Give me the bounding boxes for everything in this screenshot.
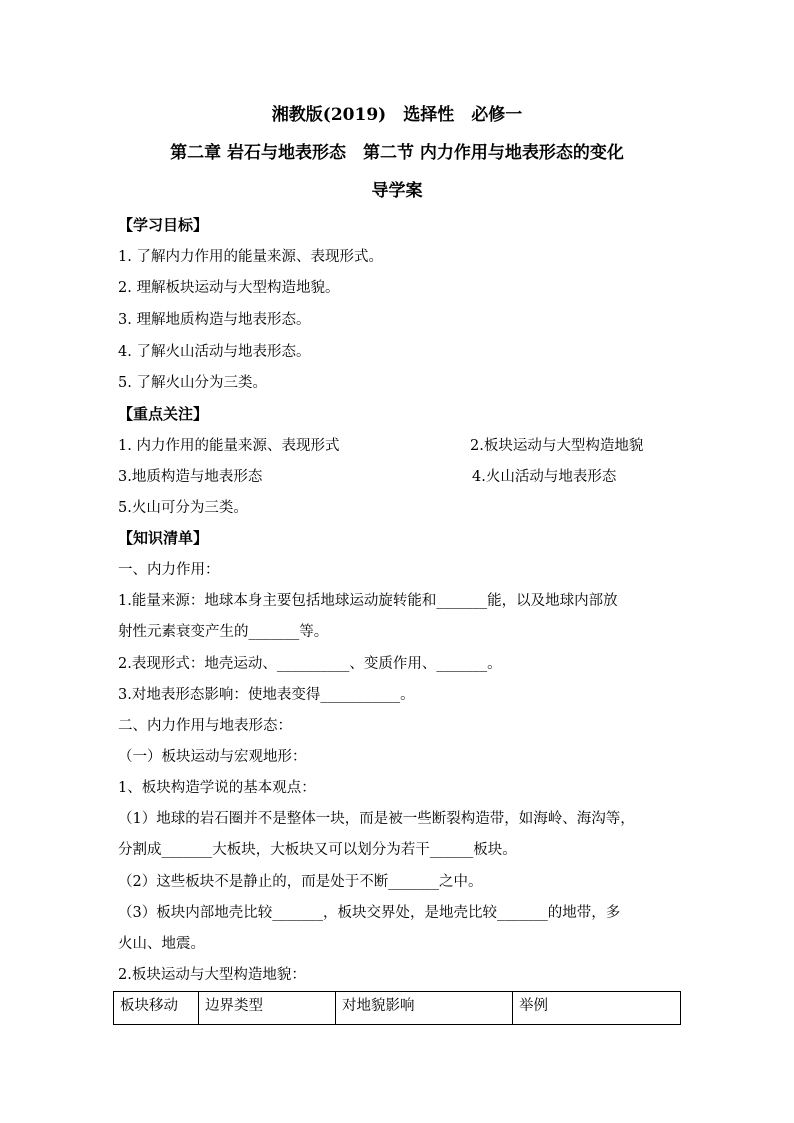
knowledge-line: 2.板块运动与大型构造地貌：: [118, 967, 306, 983]
goals-section-title: 【学习目标】: [118, 216, 209, 234]
knowledge-line: 火山、地震。: [118, 936, 205, 952]
goal-item: 1. 了解内力作用的能量来源、表现形式。: [118, 249, 383, 265]
knowledge-line: 射性元素衰变产生的_______等。: [118, 624, 329, 640]
table-header-cell: 边界类型: [199, 992, 336, 1025]
chapter-heading: 第二章 岩石与地表形态 第二节 内力作用与地表形态的变化: [170, 143, 624, 163]
knowledge-line: （1）地球的岩石圈并不是整体一块，而是被一些断裂构造带，如海岭、海沟等，: [118, 811, 635, 827]
knowledge-line: （2）这些板块不是静止的，而是处于不断_______之中。: [118, 874, 483, 890]
focus-item: 1. 内力作用的能量来源、表现形式: [118, 438, 340, 454]
edition-heading: 湘教版(2019) 选择性 必修一: [271, 105, 523, 125]
knowledge-line: 1、板块构造学说的基本观点：: [118, 780, 316, 796]
goal-item: 2. 理解板块运动与大型构造地貌。: [118, 280, 340, 296]
focus-item: 3.地质构造与地表形态: [118, 469, 263, 485]
knowledge-line: 1.能量来源：地球本身主要包括地球运动旋转能和_______能，以及地球内部放: [118, 593, 618, 609]
goal-item: 5. 了解火山分为三类。: [118, 375, 267, 391]
goal-item: 3. 理解地质构造与地表形态。: [118, 312, 311, 328]
knowledge-line: （3）板块内部地壳比较_______，板块交界处，是地壳比较_______的地带，多: [118, 905, 621, 921]
table-header-row: [114, 992, 681, 1025]
knowledge-line: （一）板块运动与宏观地形：: [118, 749, 307, 765]
focus-item: 5.火山可分为三类。: [118, 500, 248, 516]
table-header-cell: 举例: [513, 992, 681, 1025]
focus-section-title: 【重点关注】: [118, 405, 209, 423]
knowledge-line: 二、内力作用与地表形态：: [118, 718, 292, 734]
focus-item: 2.板块运动与大型构造地貌: [470, 438, 644, 454]
doc-type-heading: 导学案: [371, 181, 423, 201]
plate-boundary-table: [113, 991, 681, 1025]
goal-item: 4. 了解火山活动与地表形态。: [118, 344, 311, 360]
focus-item: 4.火山活动与地表形态: [472, 469, 617, 485]
table-header-cell: 板块移动: [114, 992, 199, 1025]
knowledge-section-title: 【知识清单】: [118, 529, 209, 547]
knowledge-line: 分割成_______大板块，大板块又可以划分为若干______板块。: [118, 842, 517, 858]
knowledge-line: 2.表现形式：地壳运动、__________、变质作用、_______。: [118, 656, 502, 672]
knowledge-line: 一、内力作用：: [118, 562, 220, 578]
table-header-cell: 对地貌影响: [336, 992, 513, 1025]
knowledge-line: 3.对地表形态影响：使地表变得___________。: [118, 687, 415, 703]
